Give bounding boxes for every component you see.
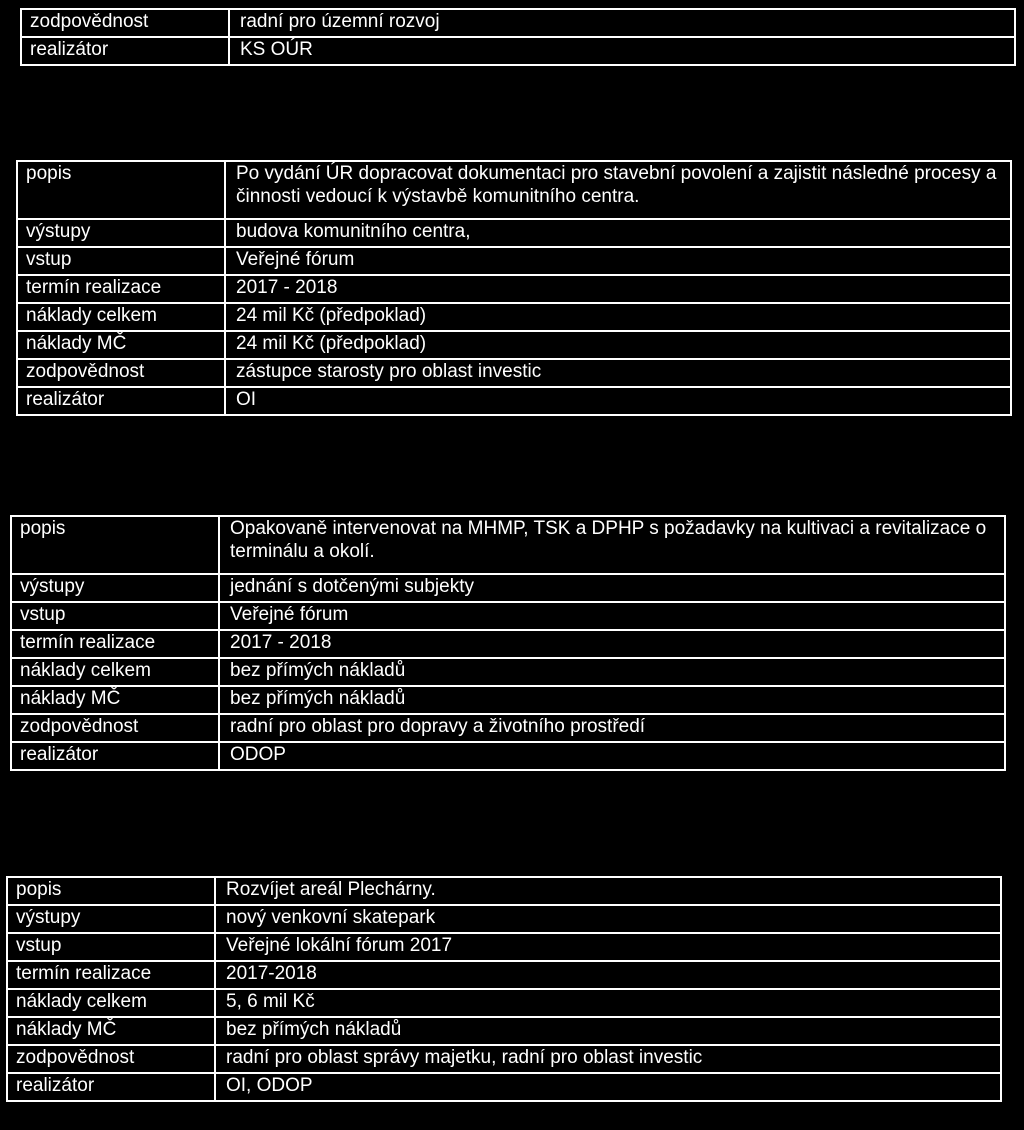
table-row [7, 933, 1001, 961]
row-label: výstupy [7, 905, 215, 933]
row-value: KS OÚR [229, 37, 1015, 65]
row-label: vstup [11, 602, 219, 630]
row-value: budova komunitního centra, [225, 219, 1011, 247]
row-label: realizátor [11, 742, 219, 770]
row-value: 24 mil Kč (předpoklad) [225, 331, 1011, 359]
table-row [7, 1073, 1001, 1101]
row-label: vstup [7, 933, 215, 961]
table-row [17, 387, 1011, 415]
row-label: realizátor [7, 1073, 215, 1101]
row-label: náklady celkem [11, 658, 219, 686]
table-row [17, 161, 1011, 219]
project-table-3 [10, 515, 1006, 771]
row-label: náklady MČ [17, 331, 225, 359]
row-value: 24 mil Kč (předpoklad) [225, 303, 1011, 331]
row-label: vstup [17, 247, 225, 275]
row-label: popis [17, 161, 225, 219]
row-value: Rozvíjet areál Plechárny. [215, 877, 1001, 905]
row-value: Veřejné lokální fórum 2017 [215, 933, 1001, 961]
table-row [17, 219, 1011, 247]
row-label: zodpovědnost [17, 359, 225, 387]
table-row [7, 1017, 1001, 1045]
row-value: Opakovaně intervenovat na MHMP, TSK a DPHP s požadavky na kultivaci a revitalizace o terminálu a okolí. [219, 516, 1005, 574]
row-value: nový venkovní skatepark [215, 905, 1001, 933]
row-label: popis [7, 877, 215, 905]
row-value: zástupce starosty pro oblast investic [225, 359, 1011, 387]
row-value: bez přímých nákladů [215, 1017, 1001, 1045]
table-row [17, 359, 1011, 387]
project-table-1 [20, 8, 1016, 66]
table-row [11, 602, 1005, 630]
table-row [17, 303, 1011, 331]
row-label: zodpovědnost [11, 714, 219, 742]
table-row [11, 630, 1005, 658]
row-label: náklady MČ [7, 1017, 215, 1045]
row-value: 2017 - 2018 [225, 275, 1011, 303]
row-value: bez přímých nákladů [219, 686, 1005, 714]
row-value: bez přímých nákladů [219, 658, 1005, 686]
row-label: termín realizace [17, 275, 225, 303]
table-row [7, 989, 1001, 1017]
table-row [7, 1045, 1001, 1073]
row-label: zodpovědnost [21, 9, 229, 37]
project-table-4 [6, 876, 1002, 1102]
project-table-2 [16, 160, 1012, 416]
row-label: výstupy [11, 574, 219, 602]
table-row [21, 9, 1015, 37]
table-row [11, 742, 1005, 770]
row-value: OI [225, 387, 1011, 415]
table-row [17, 247, 1011, 275]
table-row [17, 275, 1011, 303]
table-row [11, 574, 1005, 602]
table-row [7, 877, 1001, 905]
row-value: ODOP [219, 742, 1005, 770]
table-row [11, 516, 1005, 574]
row-value: OI, ODOP [215, 1073, 1001, 1101]
table-row [11, 714, 1005, 742]
table-row [7, 905, 1001, 933]
row-label: náklady MČ [11, 686, 219, 714]
row-label: termín realizace [7, 961, 215, 989]
row-label: náklady celkem [7, 989, 215, 1017]
table-row [11, 686, 1005, 714]
row-value: jednání s dotčenými subjekty [219, 574, 1005, 602]
row-value: radní pro oblast pro dopravy a životního prostředí [219, 714, 1005, 742]
table-row [7, 961, 1001, 989]
row-value: Po vydání ÚR dopracovat dokumentaci pro stavební povolení a zajistit následné procesy a činnosti vedoucí k výstavbě komunitního centra. [225, 161, 1011, 219]
row-label: výstupy [17, 219, 225, 247]
row-value: Veřejné fórum [225, 247, 1011, 275]
row-value: radní pro oblast správy majetku, radní pro oblast investic [215, 1045, 1001, 1073]
row-value: 2017 - 2018 [219, 630, 1005, 658]
row-value: Veřejné fórum [219, 602, 1005, 630]
row-label: zodpovědnost [7, 1045, 215, 1073]
row-label: náklady celkem [17, 303, 225, 331]
row-label: popis [11, 516, 219, 574]
row-label: realizátor [21, 37, 229, 65]
table-row [21, 37, 1015, 65]
row-value: radní pro územní rozvoj [229, 9, 1015, 37]
row-value: 5, 6 mil Kč [215, 989, 1001, 1017]
row-label: termín realizace [11, 630, 219, 658]
table-row [17, 331, 1011, 359]
table-row [11, 658, 1005, 686]
row-label: realizátor [17, 387, 225, 415]
row-value: 2017-2018 [215, 961, 1001, 989]
